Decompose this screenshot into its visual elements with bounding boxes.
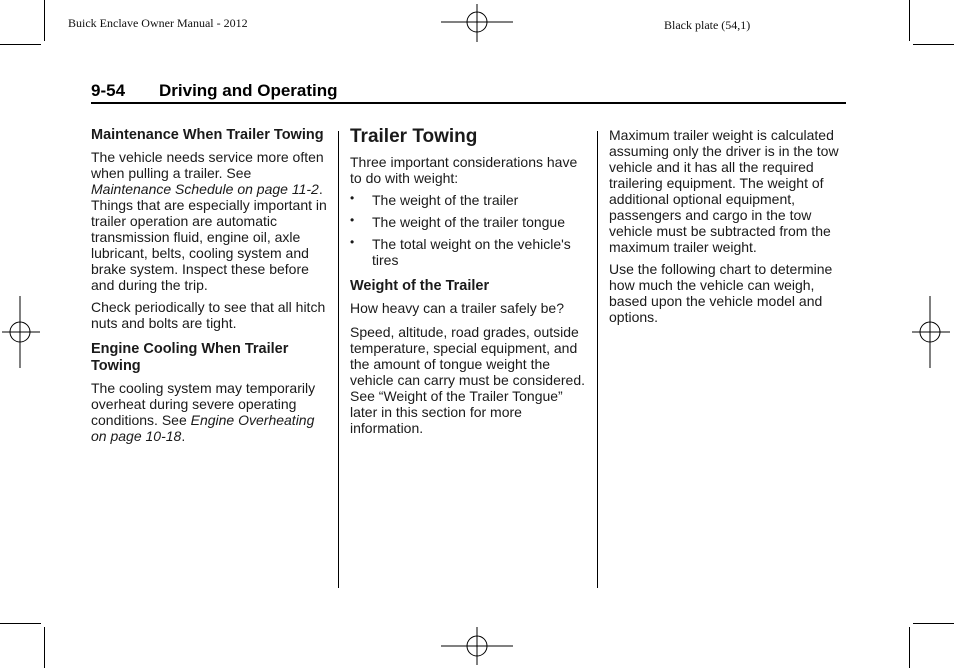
crop-mark xyxy=(0,44,41,45)
crop-mark xyxy=(909,0,910,41)
link-maintenance-schedule[interactable]: Maintenance Schedule on page 11-2 xyxy=(91,181,319,197)
bullet-icon: • xyxy=(350,235,355,249)
column-divider xyxy=(338,131,339,588)
text: . xyxy=(181,428,186,444)
bullet-icon: • xyxy=(350,213,355,227)
list-item xyxy=(350,214,586,230)
list-item xyxy=(350,236,586,268)
registration-mark-bottom xyxy=(441,625,515,668)
heading-weight-of-trailer: Weight of the Trailer xyxy=(350,278,490,294)
crop-mark xyxy=(913,44,954,45)
page-header xyxy=(91,81,846,101)
page-number: 9-54 xyxy=(91,81,126,100)
list-item-text: The weight of the trailer tongue xyxy=(372,214,566,230)
bullet-list xyxy=(350,192,586,268)
column-right xyxy=(609,127,849,331)
heading-maintenance: Maintenance When Trailer Towing xyxy=(91,127,324,143)
paragraph xyxy=(91,149,331,293)
paragraph xyxy=(91,380,331,444)
plate-note: Black plate (54,1) xyxy=(664,18,751,32)
text: . Things that are especially important in trailer operation are automatic transmission fluid, engine oil, axle lubricant, belts, cooling system and brake system. Inspect these before and during the trip. xyxy=(91,181,327,293)
list-item-text: The weight of the trailer xyxy=(372,192,519,208)
column-left xyxy=(91,127,331,450)
text: The vehicle needs service more often when pulling a trailer. See xyxy=(91,149,324,181)
section-title: Driving and Operating xyxy=(159,81,338,100)
registration-mark-top xyxy=(441,0,515,44)
bullet-icon: • xyxy=(350,191,355,205)
link-engine-overheating[interactable]: Engine Overheating on page 10-18 xyxy=(91,412,315,444)
paragraph: Speed, altitude, road grades, outside temperature, special equipment, and the amount of tongue weight the vehicle can carry must be considered. See “Weight of the Trailer Tongue” later in this section for more information. xyxy=(350,324,585,436)
crop-mark xyxy=(0,623,41,624)
column-middle xyxy=(350,126,586,442)
paragraph: Use the following chart to determine how much the vehicle can weigh, based upon the vehicle model and options. xyxy=(609,261,833,325)
column-divider xyxy=(597,131,598,588)
registration-mark-left xyxy=(0,296,44,370)
crop-mark xyxy=(44,627,45,668)
paragraph: Three important considerations have to do with weight: xyxy=(350,154,578,186)
heading-trailer-towing: Trailer Towing xyxy=(350,126,478,147)
crop-mark xyxy=(913,623,954,624)
crop-mark xyxy=(909,627,910,668)
header-rule xyxy=(91,102,846,104)
paragraph: Maximum trailer weight is calculated assuming only the driver is in the tow vehicle and it has all the required trailering equipment. The weight of additional optional equipment, passengers and cargo in the tow vehicle must be subtracted from the maximum trailer weight. xyxy=(609,127,839,255)
text: The cooling system may temporarily overheat during severe operating conditions. See xyxy=(91,380,316,428)
heading-engine-cooling: Engine Cooling When Trailer Towing xyxy=(91,341,289,374)
list-item xyxy=(350,192,586,208)
paragraph: Check periodically to see that all hitch nuts and bolts are tight. xyxy=(91,299,326,331)
registration-mark-right xyxy=(910,296,954,370)
crop-mark xyxy=(44,0,45,41)
paragraph: How heavy can a trailer safely be? xyxy=(350,300,564,316)
manual-title-note: Buick Enclave Owner Manual - 2012 xyxy=(68,16,248,30)
list-item-text: The total weight on the vehicle's tires xyxy=(372,236,571,268)
